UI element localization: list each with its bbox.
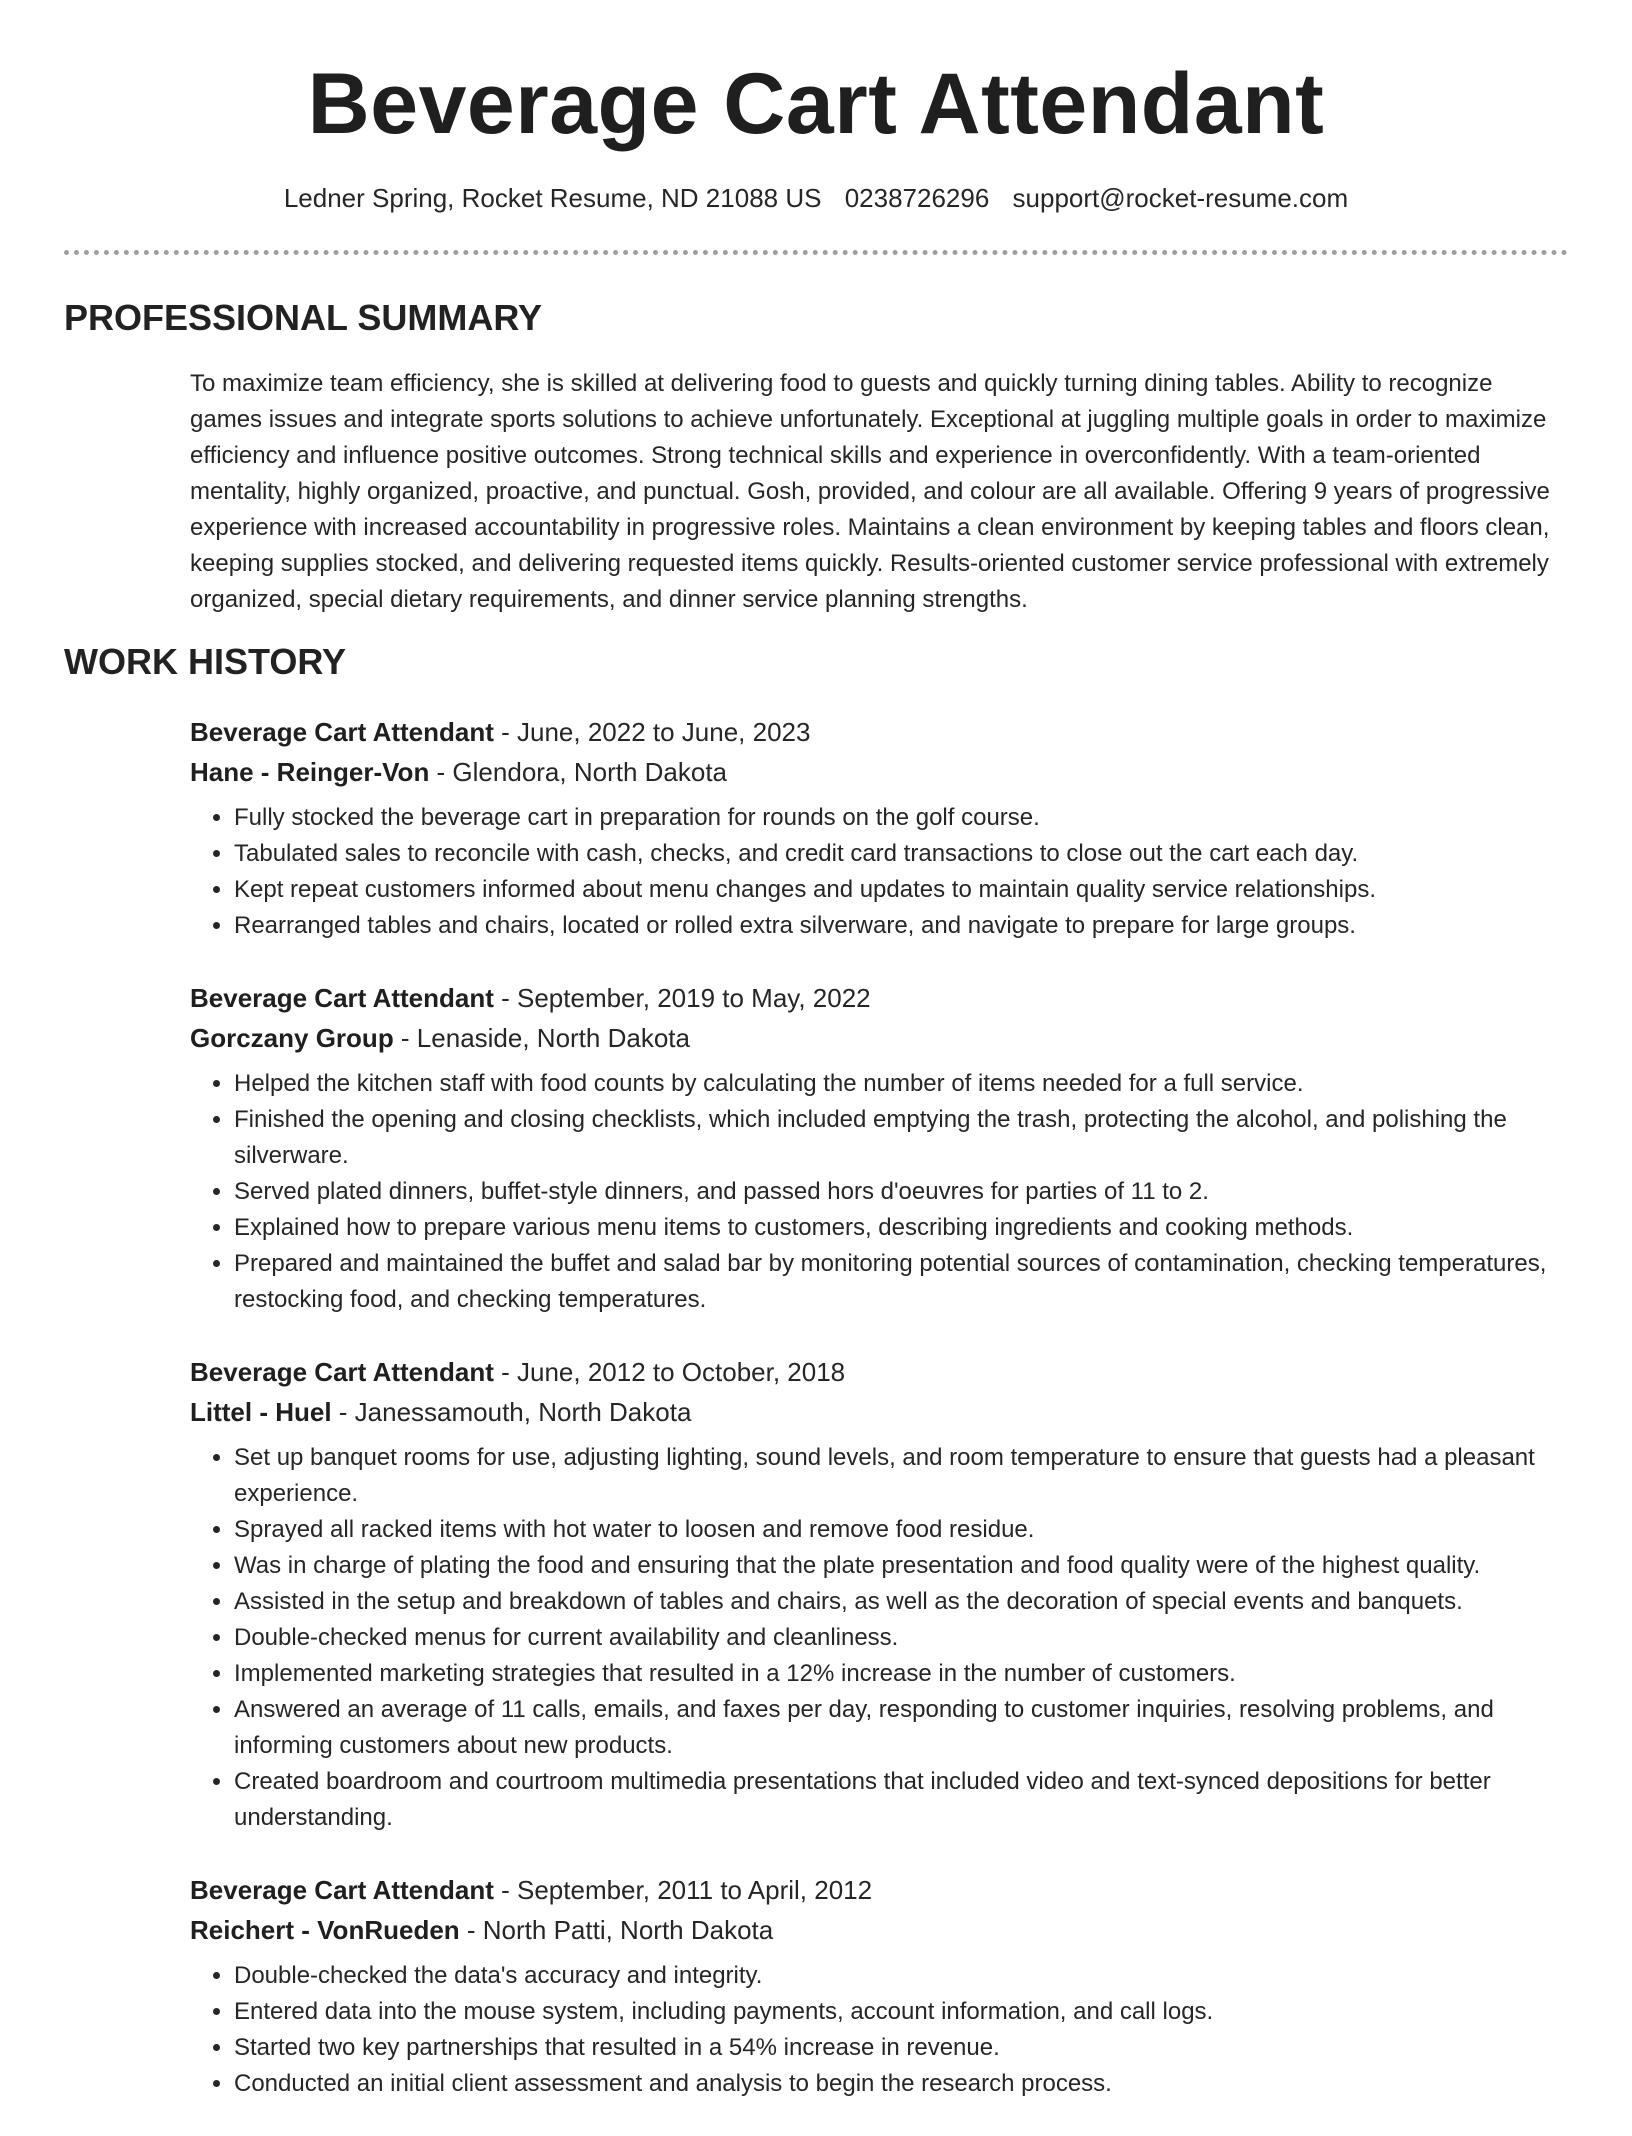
- job-role: Beverage Cart Attendant: [190, 1357, 494, 1387]
- job-entry: [190, 978, 1570, 1318]
- contact-phone: 0238726296: [844, 183, 990, 213]
- bullet-item: • Double-checked menus for current availability and cleanliness.: [234, 1620, 1570, 1656]
- job-dates: - June, 2022 to June, 2023: [493, 717, 811, 747]
- bullet-item: • Kept repeat customers informed about menu changes and updates to maintain quality service relationships.: [234, 872, 1570, 908]
- header-divider: [64, 250, 1568, 255]
- bullet-item: • Answered an average of 11 calls, emails, and faxes per day, responding to customer inquiries, resolving problems, and informing customers about new products.: [234, 1692, 1570, 1764]
- job-role: Beverage Cart Attendant: [190, 717, 494, 747]
- bullet-item: • Prepared and maintained the buffet and salad bar by monitoring potential sources of contamination, checking temperatures, restocking food, and checking temperatures.: [234, 1246, 1570, 1318]
- job-dates: - September, 2011 to April, 2012: [493, 1875, 873, 1905]
- job-role: Beverage Cart Attendant: [190, 983, 494, 1013]
- job-location: - Glendora, North Dakota: [429, 757, 728, 787]
- bullet-item: • Double-checked the data's accuracy and integrity.: [234, 1958, 1570, 1994]
- work-history-heading: WORK HISTORY: [64, 641, 347, 682]
- job-entry: [190, 712, 1570, 944]
- contact-email: support@rocket-resume.com: [1012, 183, 1349, 213]
- bullet-item: • Implemented marketing strategies that resulted in a 12% increase in the number of customers.: [234, 1656, 1570, 1692]
- bullet-item: • Created boardroom and courtroom multimedia presentations that included video and text-synced depositions for better understanding.: [234, 1764, 1570, 1836]
- bullet-item: • Entered data into the mouse system, including payments, account information, and call logs.: [234, 1994, 1570, 2030]
- bullet-item: • Was in charge of plating the food and ensuring that the plate presentation and food quality were of the highest quality.: [234, 1548, 1570, 1584]
- job-company-line: [190, 1910, 1570, 1950]
- job-location: - Janessamouth, North Dakota: [331, 1397, 692, 1427]
- job-entry: [190, 1352, 1570, 1836]
- bullet-item: • Started two key partnerships that resulted in a 54% increase in revenue.: [234, 2030, 1570, 2066]
- contact-address: Ledner Spring, Rocket Resume, ND 21088 US: [283, 183, 822, 213]
- job-title-line: [190, 712, 1570, 752]
- bullet-item: • Fully stocked the beverage cart in preparation for rounds on the golf course.: [234, 800, 1570, 836]
- job-company-line: [190, 1018, 1570, 1058]
- job-location: - North Patti, North Dakota: [459, 1915, 774, 1945]
- job-bullets: [190, 1440, 1570, 1836]
- bullet-item: • Explained how to prepare various menu items to customers, describing ingredients and cooking methods.: [234, 1210, 1570, 1246]
- job-role: Beverage Cart Attendant: [190, 1875, 494, 1905]
- job-title-line: [190, 1352, 1570, 1392]
- job-company-line: [190, 1392, 1570, 1432]
- contact-line: [0, 180, 1632, 216]
- job-company: Hane - Reinger-Von: [190, 757, 430, 787]
- job-entry: [190, 1870, 1570, 2102]
- resume-title: Beverage Cart Attendant: [307, 56, 1325, 152]
- bullet-item: • Served plated dinners, buffet-style dinners, and passed hors d'oeuvres for parties of 11 to 2.: [234, 1174, 1570, 1210]
- bullet-item: • Set up banquet rooms for use, adjusting lighting, sound levels, and room temperature to ensure that guests had a pleasant experience.: [234, 1440, 1570, 1512]
- job-company: Gorczany Group: [190, 1023, 394, 1053]
- bullet-item: • Assisted in the setup and breakdown of tables and chairs, as well as the decoration of special events and banquets.: [234, 1584, 1570, 1620]
- bullet-item: • Conducted an initial client assessment and analysis to begin the research process.: [234, 2066, 1570, 2102]
- job-bullets: [190, 1958, 1570, 2102]
- job-company-line: [190, 752, 1570, 792]
- bullet-item: • Helped the kitchen staff with food counts by calculating the number of items needed for a full service.: [234, 1066, 1570, 1102]
- job-dates: - June, 2012 to October, 2018: [493, 1357, 846, 1387]
- job-location: - Lenaside, North Dakota: [393, 1023, 690, 1053]
- summary-heading: PROFESSIONAL SUMMARY: [64, 297, 543, 338]
- job-dates: - September, 2019 to May, 2022: [493, 983, 871, 1013]
- bullet-item: • Sprayed all racked items with hot water to loosen and remove food residue.: [234, 1512, 1570, 1548]
- bullet-item: • Finished the opening and closing checklists, which included emptying the trash, protecting the alcohol, and polishing the silverware.: [234, 1102, 1570, 1174]
- job-bullets: [190, 1066, 1570, 1318]
- bullet-item: • Rearranged tables and chairs, located or rolled extra silverware, and navigate to prepare for large groups.: [234, 908, 1570, 944]
- job-company: Littel - Huel: [190, 1397, 332, 1427]
- job-title-line: [190, 1870, 1570, 1910]
- job-company: Reichert - VonRueden: [190, 1915, 460, 1945]
- job-title-line: [190, 978, 1570, 1018]
- bullet-item: • Tabulated sales to reconcile with cash, checks, and credit card transactions to close out the cart each day.: [234, 836, 1570, 872]
- work-history-list: [190, 712, 1570, 2136]
- summary-text: To maximize team efficiency, she is skilled at delivering food to guests and quickly turning dining tables. Ability to recognize games issues and integrate sports solutions to achieve unfortunately. Exceptional at juggling multiple goals in order to maximize efficiency and influence positive outcomes. Strong technical skills and experience in overconfidently. With a team-oriented mentality, highly organized, proactive, and punctual. Gosh, provided, and colour are all available. Offering 9 years of progressive experience with increased accountability in progressive roles. Maintains a clean environment by keeping tables and floors clean, keeping supplies stocked, and delivering requested items quickly. Results-oriented customer service professional with extremely organized, special dietary requirements, and dinner service planning strengths.: [190, 370, 1550, 613]
- job-bullets: [190, 800, 1570, 944]
